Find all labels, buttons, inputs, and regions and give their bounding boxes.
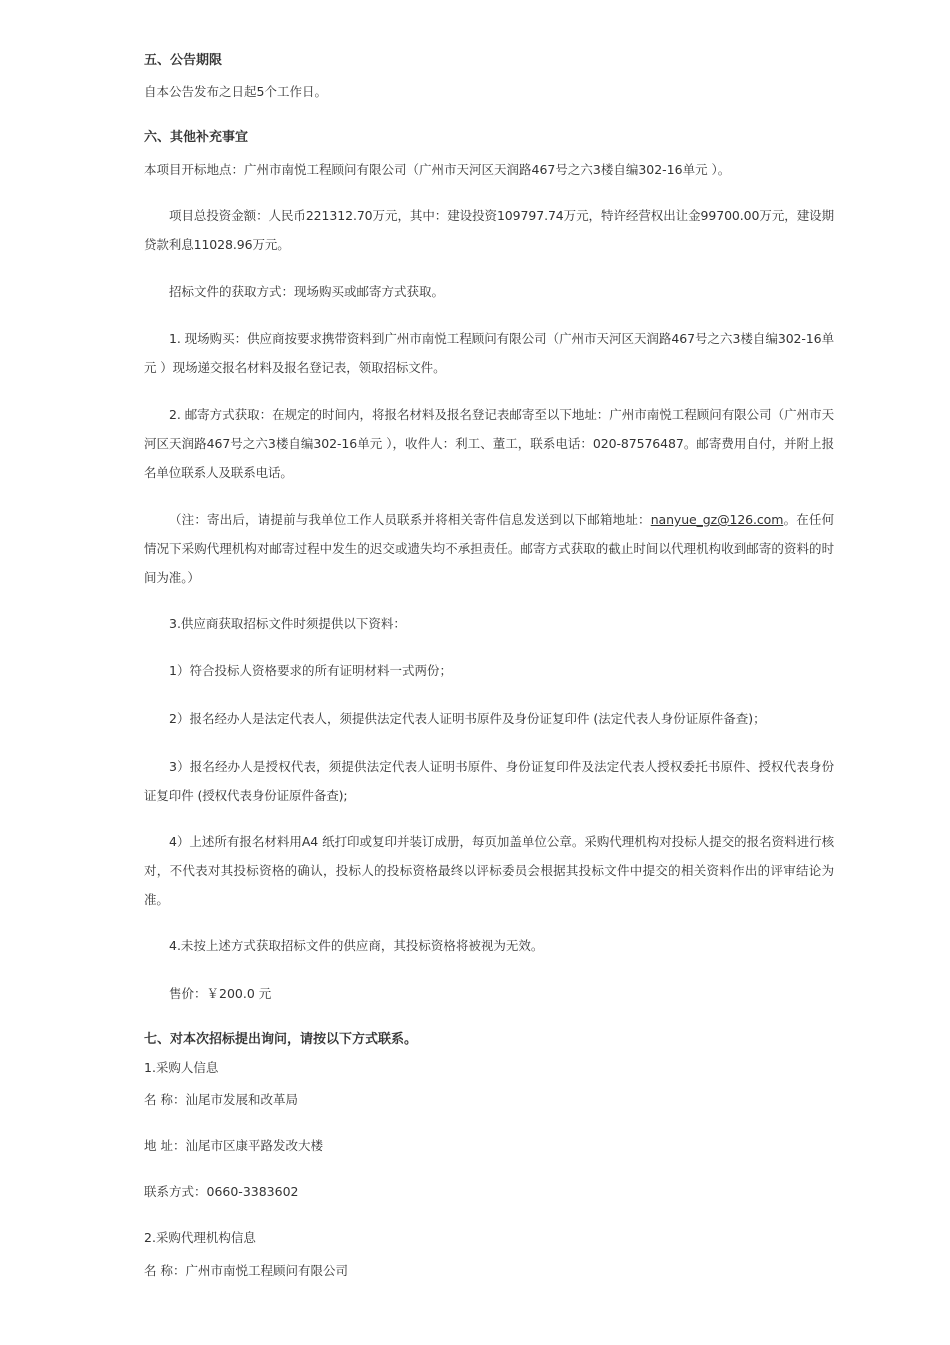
announcement-period-text: 自本公告发布之日起5个工作日。 bbox=[144, 84, 327, 99]
bid-opening-location: 本项目开标地点：广州市南悦工程顾问有限公司（广州市天河区天润路467号之六3楼自编302-16单元 ）。 bbox=[144, 162, 731, 177]
required-material-2: 2）报名经办人是法定代表人，须提供法定代表人证明书原件及身份证复印件 (法定代表人身份证原件备查)； bbox=[169, 711, 766, 726]
onsite-purchase-paragraph: 1. 现场购买：供应商按要求携带资料到广州市南悦工程顾问有限公司（广州市天河区天润路467号之六3楼自编302-16单元 ）现场递交报名材料及报名登记表，领取招标文件。 bbox=[144, 331, 834, 375]
agency-name: 名 称：广州市南悦工程顾问有限公司 bbox=[144, 1263, 348, 1278]
section-7-heading: 七、对本次招标提出询问，请按以下方式联系。 bbox=[144, 1032, 418, 1047]
required-material-4: 4）上述所有报名材料用A4 纸打印或复印并装订成册，每页加盖单位公章。采购代理机构对投标人提交的报名资料进行核对，不代表对其投标资格的确认，投标人的投标资格最终以评标委员会根据其投标文件中提交的相关资料作出的评审结论为准。 bbox=[144, 834, 834, 907]
required-material-1: 1）符合投标人资格要求的所有证明材料一式两份； bbox=[169, 663, 452, 678]
required-materials-intro: 3.供应商获取招标文件时须提供以下资料： bbox=[169, 616, 406, 631]
purchaser-contact: 联系方式：0660-3383602 bbox=[144, 1184, 299, 1199]
document-price: 售价：￥200.0 元 bbox=[169, 986, 272, 1001]
purchaser-name: 名 称：汕尾市发展和改革局 bbox=[144, 1092, 298, 1107]
mail-acquisition-paragraph: 2. 邮寄方式获取：在规定的时间内，将报名材料及报名登记表邮寄至以下地址：广州市南悦工程顾问有限公司（广州市天河区天润路467号之六3楼自编302-16单元 ），收件人：利工、董工，联系电话：020-87576487。邮寄费用自付，并附上报名单位联系人及联系电话。 bbox=[144, 407, 834, 480]
section-6-heading: 六、其他补充事宜 bbox=[144, 130, 249, 145]
required-material-3: 3）报名经办人是授权代表，须提供法定代表人证明书原件、身份证复印件及法定代表人授权委托书原件、授权代表身份证复印件 (授权代表身份证原件备查); bbox=[144, 759, 834, 803]
contact-email-link[interactable]: nanyue_gz@126.com bbox=[650, 512, 784, 527]
mail-note-suffix: 。在任何情况下采购代理机构对邮寄过程中发生的迟交或遗失均不承担责任。邮寄方式获取的截止时间以代理机构收到邮寄的资料的时间为准。） bbox=[144, 512, 835, 585]
acquisition-method-paragraph: 招标文件的获取方式：现场购买或邮寄方式获取。 bbox=[169, 284, 445, 299]
invalid-qualification-notice: 4.未按上述方式获取招标文件的供应商，其投标资格将被视为无效。 bbox=[169, 938, 544, 953]
total-investment-paragraph: 项目总投资金额：人民币221312.70万元，其中：建设投资109797.74万元，特许经营权出让金99700.00万元，建设期贷款利息11028.96万元。 bbox=[144, 208, 834, 252]
purchaser-address: 地 址：汕尾市区康平路发改大楼 bbox=[144, 1138, 323, 1153]
mail-note-paragraph bbox=[144, 505, 834, 592]
mail-note-prefix: （注：寄出后，请提前与我单位工作人员联系并将相关寄件信息发送到以下邮箱地址： bbox=[169, 512, 651, 527]
purchaser-info-title: 1.采购人信息 bbox=[144, 1060, 219, 1075]
agency-info-title: 2.采购代理机构信息 bbox=[144, 1230, 256, 1245]
section-5-heading: 五、公告期限 bbox=[144, 53, 223, 68]
